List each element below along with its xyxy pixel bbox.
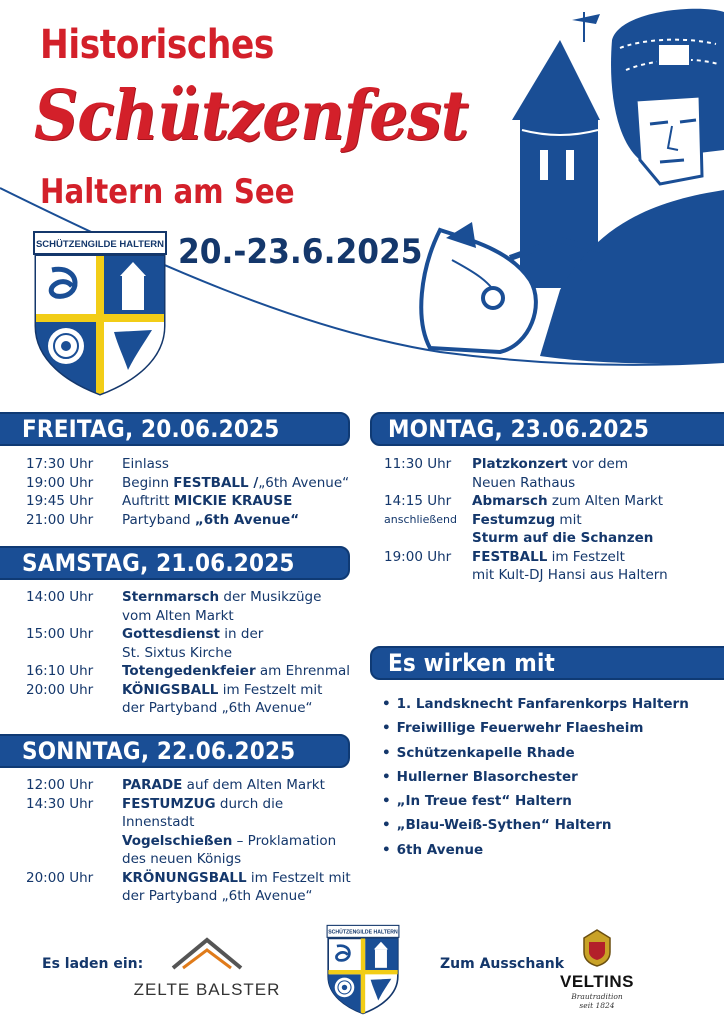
day-header-sunday: SONNTAG, 22.06.2025 [0, 734, 350, 768]
schedule-row: 20:00 Uhr KÖNIGSBALL im Festzelt mit der Partyband „6th Avenue“ [26, 681, 323, 716]
veltins-logo [552, 928, 642, 1010]
tent-roof-icon [167, 934, 247, 974]
day-header-friday: FREITAG, 20.06.2025 [0, 412, 350, 446]
schedule-row: 14:15 Uhr Abmarsch zum Alten Markt [384, 493, 663, 509]
schedule-row: 11:30 Uhr Platzkonzert vor dem Neuen Rathaus [384, 456, 628, 491]
list-item: • 1. Landsknecht Fanfarenkorps Haltern [382, 692, 689, 716]
zelte-balster-logo [132, 934, 282, 1000]
schedule-row: 19:00 Uhr Beginn FESTBALL /„6th Avenue“ [26, 474, 350, 491]
event-date-range: 20.-23.6.2025 [178, 232, 423, 272]
title-line-schuetzenfest: Schützenfest [34, 76, 469, 156]
schedule-row: 14:00 Uhr Sternmarsch der Musikzüge vom Alten Markt [26, 589, 322, 624]
crest-label: SCHÜTZENGILDE HALTERN [328, 929, 398, 936]
title-line-historisches: Historisches [40, 22, 274, 68]
schedule-row: anschließend Festumzug mit Sturm auf die Schanzen [384, 511, 654, 546]
schedule-row: 21:00 Uhr Partyband „6th Avenue“ [26, 511, 300, 528]
invite-label: Es laden ein: [42, 956, 144, 972]
schedule-row: 14:30 Uhr FESTUMZUG durch die Innenstadt [26, 795, 284, 830]
contributors-list [382, 692, 689, 862]
poster-header [0, 0, 724, 400]
sponsor-since: seit 1824 [579, 1001, 615, 1010]
crest-label: SCHÜTZENGILDE HALTERN [35, 239, 165, 250]
schedule-row: 17:30 Uhr Einlass [26, 456, 169, 472]
list-item: • Schützenkapelle Rhade [382, 741, 689, 765]
schedule-row: 19:00 Uhr FESTBALL im Festzelt mit Kult-DJ Hansi aus Haltern [384, 548, 668, 583]
day-header-monday: MONTAG, 23.06.2025 [370, 412, 724, 446]
schedule-monday [384, 455, 720, 585]
title-line-haltern: Haltern am See [40, 172, 295, 212]
schedule-row: 16:10 Uhr Totengedenkfeier am Ehrenmal [26, 663, 350, 679]
list-item: • „In Treue fest“ Haltern [382, 789, 689, 813]
schedule-row: 12:00 Uhr PARADE auf dem Alten Markt [26, 777, 325, 793]
sponsor-name: ZELTE BALSTER [133, 980, 281, 999]
guild-crest-logo [32, 230, 168, 398]
contributors-header: Es wirken mit [370, 646, 724, 680]
day-header-saturday: SAMSTAG, 21.06.2025 [0, 546, 350, 580]
guild-crest-small-logo [326, 924, 400, 1016]
sponsor-tagline: Brautradition [571, 992, 623, 1001]
tap-label: Zum Ausschank [440, 956, 565, 972]
list-item: • Hullerner Blasorchester [382, 765, 689, 789]
sponsor-name: VELTINS [559, 972, 635, 991]
schedule-row: Vogelschießen – Proklamation des neuen Königs [122, 832, 337, 867]
brewery-crest-icon [580, 928, 614, 968]
schedule-row: 15:00 Uhr Gottesdienst in der St. Sixtus Kirche [26, 626, 264, 661]
list-item: • „Blau-Weiß-Sythen“ Haltern [382, 813, 689, 837]
list-item: • 6th Avenue [382, 838, 689, 862]
list-item: • Freiwillige Feuerwehr Flaesheim [382, 716, 689, 740]
schedule-row: 19:45 Uhr Auftritt MICKIE KRAUSE [26, 493, 293, 509]
schedule-friday [26, 455, 356, 529]
schedule-row: 20:00 Uhr KRÖNUNGSBALL im Festzelt mit der Partyband „6th Avenue“ [26, 869, 351, 904]
schedule-saturday [26, 588, 356, 718]
schedule-sunday [26, 776, 356, 906]
